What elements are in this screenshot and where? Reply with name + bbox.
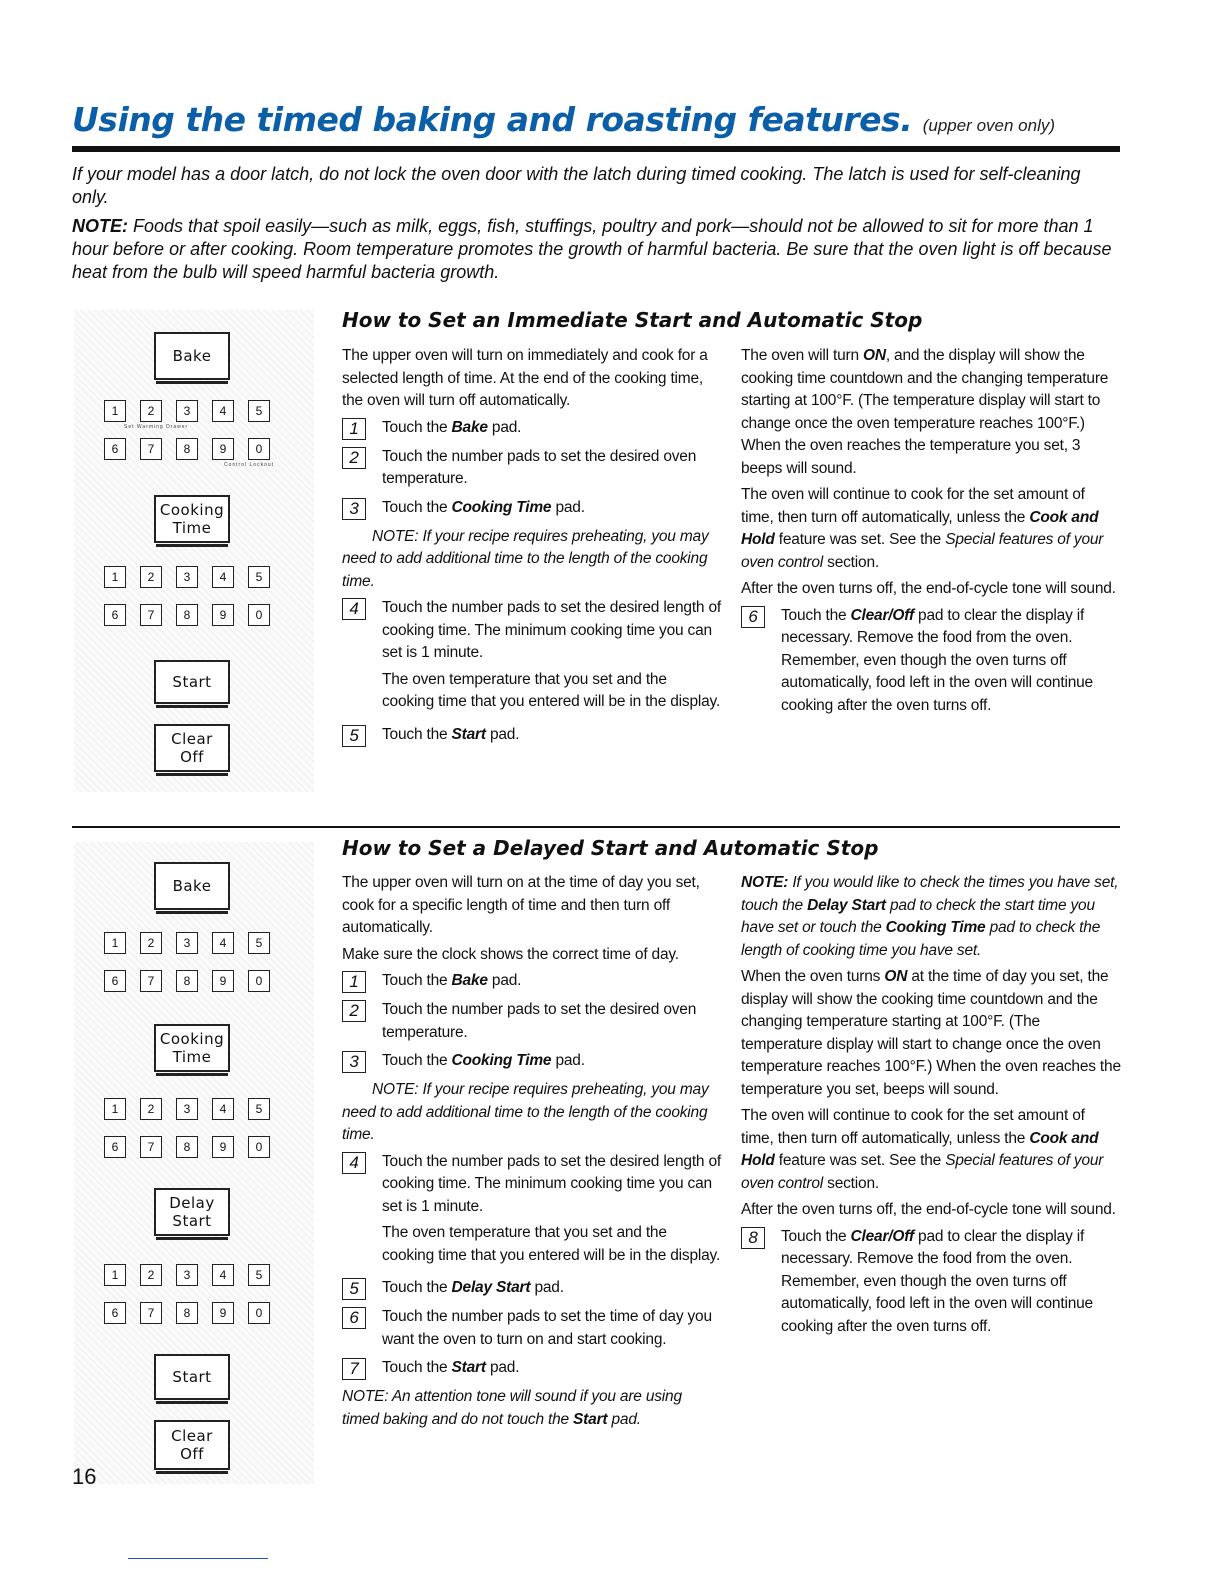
start-pad: Start xyxy=(154,660,230,704)
immediate-step-3: 3 Touch the Cooking Time pad. xyxy=(342,497,722,520)
num-pad-5: 5 xyxy=(248,400,270,422)
intro-note-text: Foods that spoil easily—such as milk, eggs, fish, stuffings, poultry and pork—should not be allowed to sit for more than 1 hour before or after cooking. Room temperature promotes the growth of harmful bacteria. Be sure that the oven light is off because heat from the bulb will speed harmful bacteria growth. xyxy=(72,216,1112,282)
num-pad-1b: 1 xyxy=(104,566,126,588)
num-pad-f0: 0 xyxy=(248,1302,270,1324)
num-pad-f2: 2 xyxy=(140,1264,162,1286)
num-pad-e9: 9 xyxy=(212,1136,234,1158)
delayed-tone-note: NOTE: An attention tone will sound if you are using timed baking and do not touch the Start pad. xyxy=(342,1388,682,1428)
immediate-step-5: 5 Touch the Start pad. xyxy=(342,724,722,747)
delayed-step-8: 8 Touch the Clear/Off pad to clear the display if necessary. Remove the food from the oven. Remember, even though the oven turns off automatically, food left in the oven will continue cooking after the oven turns off. xyxy=(741,1226,1121,1339)
immediate-step-1: 1 Touch the Bake pad. xyxy=(342,417,722,440)
delayed-step-2: 2 Touch the number pads to set the desired oven temperature. xyxy=(342,999,722,1044)
num-pad-8b: 8 xyxy=(176,604,198,626)
number-row-1 xyxy=(104,400,270,422)
immediate-step-4: 4 Touch the number pads to set the desired length of cooking time. The minimum cooking time you can set is 1 minute. The oven temperature that you set and the cooking time that you entered will be in the display. xyxy=(342,597,722,718)
number-row-d2 xyxy=(104,970,270,992)
num-pad-f5: 5 xyxy=(248,1264,270,1286)
num-pad-f4: 4 xyxy=(212,1264,234,1286)
num-pad-e2: 2 xyxy=(140,1098,162,1120)
delayed-intro: The upper oven will turn on at the time of day you set, cook for a specific length of time and then turn off automatically. xyxy=(342,874,700,936)
page-title-main: Using the timed baking and roasting features. xyxy=(72,100,913,139)
num-pad-e3: 3 xyxy=(176,1098,198,1120)
section-delayed-heading: How to Set a Delayed Start and Automatic Stop xyxy=(342,836,879,860)
delayed-continue: The oven will continue to cook for the set amount of time, then turn off automatically, unless the Cook and Hold feature was set. See the Special features of your oven control section. xyxy=(741,1107,1104,1192)
delayed-left-column xyxy=(342,872,722,1435)
control-panel-delayed xyxy=(74,842,314,1484)
delayed-step-1: 1 Touch the Bake pad. xyxy=(342,970,722,993)
num-pad-f9: 9 xyxy=(212,1302,234,1324)
delayed-step-3: 3 Touch the Cooking Time pad. xyxy=(342,1050,722,1073)
num-pad-e6: 6 xyxy=(104,1136,126,1158)
num-pad-d8: 8 xyxy=(176,970,198,992)
immediate-step-2: 2 Touch the number pads to set the desired oven temperature. xyxy=(342,446,722,491)
num-pad-3: 3 xyxy=(176,400,198,422)
num-pad-2b: 2 xyxy=(140,566,162,588)
num-pad-f6: 6 xyxy=(104,1302,126,1324)
num-pad-d3: 3 xyxy=(176,932,198,954)
number-row-d1 xyxy=(104,932,270,954)
number-row-d4 xyxy=(104,1136,270,1158)
bake-pad-2: Bake xyxy=(154,862,230,910)
num-pad-5b: 5 xyxy=(248,566,270,588)
num-pad-7b: 7 xyxy=(140,604,162,626)
delay-start-pad: Delay Start xyxy=(154,1188,230,1236)
num-pad-0: 0 xyxy=(248,438,270,460)
immediate-left-column xyxy=(342,345,722,753)
num-pad-f3: 3 xyxy=(176,1264,198,1286)
num-pad-d7: 7 xyxy=(140,970,162,992)
delayed-check-note: NOTE: If you would like to check the times you have set, touch the Delay Start pad to check the start time you have set or touch the Cooking Time pad to check the length of cooking time you have set. xyxy=(741,874,1119,959)
num-pad-6: 6 xyxy=(104,438,126,460)
control-panel-immediate xyxy=(74,310,314,792)
num-pad-e7: 7 xyxy=(140,1136,162,1158)
num-pad-e5: 5 xyxy=(248,1098,270,1120)
num-pad-d0: 0 xyxy=(248,970,270,992)
num-pad-d6: 6 xyxy=(104,970,126,992)
cooking-time-pad: Cooking Time xyxy=(154,495,230,543)
num-pad-f7: 7 xyxy=(140,1302,162,1324)
intro-note xyxy=(72,215,1122,284)
num-pad-4: 4 xyxy=(212,400,234,422)
clear-off-pad: Clear Off xyxy=(154,724,230,772)
num-pad-0b: 0 xyxy=(248,604,270,626)
immediate-on: The oven will turn ON, and the display will show the cooking time countdown and the changing temperature starting at 100°F. (The temperature display will start to change once the oven temperature reaches 100°F.) When the oven reaches the temperature you set, 3 beeps will sound. xyxy=(741,347,1109,477)
delayed-clock: Make sure the clock shows the correct time of day. xyxy=(342,945,679,963)
delayed-step-4: 4 Touch the number pads to set the desired length of cooking time. The minimum cooking time you can set is 1 minute. The oven temperature that you set and the cooking time that you entered will be in the display. xyxy=(342,1151,722,1272)
num-pad-4b: 4 xyxy=(212,566,234,588)
section-immediate-heading: How to Set an Immediate Start and Automatic Stop xyxy=(342,308,923,332)
section-divider xyxy=(72,826,1120,828)
cooking-time-pad-2: Cooking Time xyxy=(154,1024,230,1072)
intro-note-label: NOTE: xyxy=(72,216,128,236)
number-row-4 xyxy=(104,604,270,626)
num-pad-8: 8 xyxy=(176,438,198,460)
immediate-continue: The oven will continue to cook for the set amount of time, then turn off automatically, unless the Cook and Hold feature was set. See the Special features of your oven control section. xyxy=(741,486,1104,571)
num-pad-d4: 4 xyxy=(212,932,234,954)
immediate-step-6: 6 Touch the Clear/Off pad to clear the display if necessary. Remove the food from the oven. Remember, even though the oven turns off automatically, food left in the oven will continue cooking after the oven turns off. xyxy=(741,605,1121,718)
delayed-tone: After the oven turns off, the end-of-cycle tone will sound. xyxy=(741,1201,1116,1218)
footer-link-line xyxy=(128,1558,268,1559)
immediate-tone: After the oven turns off, the end-of-cycle tone will sound. xyxy=(741,580,1116,597)
number-row-d6 xyxy=(104,1302,270,1324)
lockout-caption: Control Lockout xyxy=(224,462,275,468)
number-row-d5 xyxy=(104,1264,270,1286)
warming-caption: Set Warming Drawer xyxy=(124,424,189,430)
num-pad-e0: 0 xyxy=(248,1136,270,1158)
number-row-2 xyxy=(104,438,270,460)
delayed-preheat-note: NOTE: If your recipe requires preheating, you may need to add additional time to the length of the cooking time. xyxy=(342,1081,709,1143)
immediate-preheat-note: NOTE: If your recipe requires preheating, you may need to add additional time to the length of the cooking time. xyxy=(342,527,709,590)
num-pad-9: 9 xyxy=(212,438,234,460)
delayed-right-column xyxy=(741,872,1121,1344)
num-pad-f8: 8 xyxy=(176,1302,198,1324)
num-pad-d9: 9 xyxy=(212,970,234,992)
delayed-step-5: 5 Touch the Delay Start pad. xyxy=(342,1277,722,1300)
num-pad-3b: 3 xyxy=(176,566,198,588)
num-pad-e4: 4 xyxy=(212,1098,234,1120)
number-row-3 xyxy=(104,566,270,588)
page-title xyxy=(72,100,1122,139)
num-pad-d2: 2 xyxy=(140,932,162,954)
number-row-d3 xyxy=(104,1098,270,1120)
num-pad-e1: 1 xyxy=(104,1098,126,1120)
page-title-sub: (upper oven only) xyxy=(922,116,1056,135)
num-pad-6b: 6 xyxy=(104,604,126,626)
num-pad-7: 7 xyxy=(140,438,162,460)
num-pad-2: 2 xyxy=(140,400,162,422)
num-pad-e8: 8 xyxy=(176,1136,198,1158)
start-pad-2: Start xyxy=(154,1354,230,1400)
immediate-intro: The upper oven will turn on immediately and cook for a selected length of time. At the end of the cooking time, the oven will turn off automatically. xyxy=(342,347,708,409)
delayed-step-7: 7 Touch the Start pad. xyxy=(342,1357,722,1380)
delayed-step-6: 6 Touch the number pads to set the time of day you want the oven to turn on and start cooking. xyxy=(342,1306,722,1351)
intro-latch: If your model has a door latch, do not lock the oven door with the latch during timed cooking. The latch is used for self-cleaning only. xyxy=(72,164,1081,207)
num-pad-9b: 9 xyxy=(212,604,234,626)
num-pad-d5: 5 xyxy=(248,932,270,954)
clear-off-pad-2: Clear Off xyxy=(154,1420,230,1470)
intro xyxy=(72,163,1122,290)
title-rule xyxy=(72,146,1120,152)
immediate-right-column xyxy=(741,345,1121,723)
num-pad-1: 1 xyxy=(104,400,126,422)
bake-pad: Bake xyxy=(154,332,230,380)
num-pad-d1: 1 xyxy=(104,932,126,954)
num-pad-f1: 1 xyxy=(104,1264,126,1286)
delayed-on: When the oven turns ON at the time of day you set, the display will show the cooking time countdown and the changing temperature starting at 100°F. (The temperature display will start to change once the oven temperature reaches 100°F.) When the oven reaches the temperature you set, beeps will sound. xyxy=(741,968,1121,1098)
page-number: 16 xyxy=(72,1464,97,1489)
